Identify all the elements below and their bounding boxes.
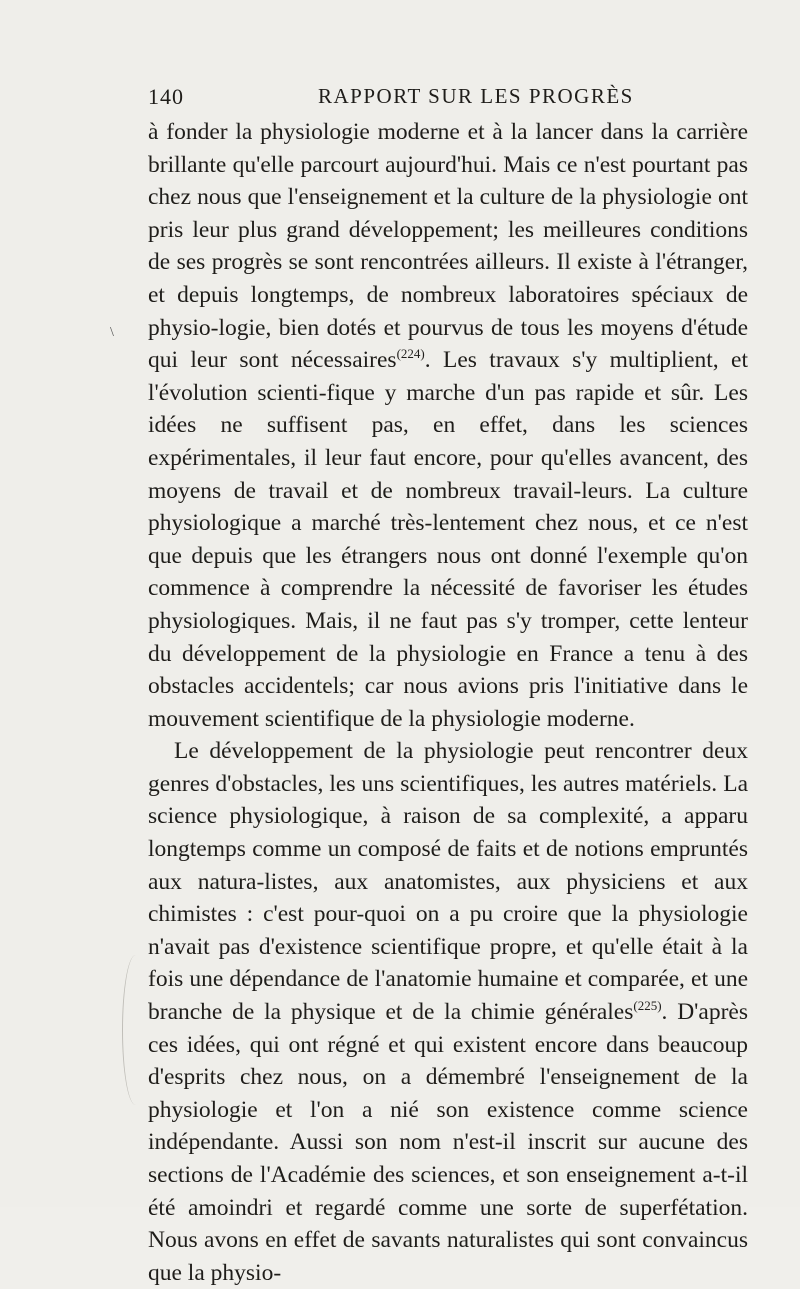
margin-mark: \ [110, 325, 114, 340]
footnote-reference: (224) [396, 346, 425, 362]
paragraph-1 [148, 116, 748, 735]
text-run: . D'après ces idées, qui ont régné et qui existent encore dans beaucoup d'esprits chez nous, on a démembré l'enseignement de la physiologie et l'on a nié son existence comme science indépendante. Aussi son nom n'est-il inscrit sur aucune des sections de l'Académie des sciences, et son enseignement a-t-il été amoindri et regardé comme une sorte de superfétation. Nous avons en effet de savants naturalistes qui sont convaincus que la physio- [148, 999, 748, 1286]
body-text [148, 116, 748, 1289]
page-number: 140 [148, 84, 184, 109]
running-head: RAPPORT SUR LES PROGRÈS [318, 84, 634, 108]
footnote-reference: (225) [633, 998, 662, 1014]
pencil-bracket-mark [122, 955, 149, 1105]
paragraph-2 [148, 735, 748, 1289]
page-header [148, 80, 748, 112]
text-run: . Les travaux s'y multiplient, et l'évolution scienti-fique y marche d'un pas rapide et sûr. Les idées ne suffisent pas, en effet, dans les sciences expérimentales, il leur faut encore, pour qu'elles avancent, des moyens de travail et de nombreux travail-leurs. La culture physiologique a marché très-lentement chez nous, et ce n'est que depuis que les étrangers nous ont donné l'exemple qu'on commence à comprendre la nécessité de favoriser les études physiologiques. Mais, il ne faut pas s'y tromper, cette lenteur du développement de la physiologie en France a tenu à des obstacles accidentels; car nous avions pris l'initiative dans le mouvement scientifique de la physiologie moderne. [148, 347, 748, 732]
text-run: Le développement de la physiologie peut rencontrer deux genres d'obstacles, les uns scientifiques, les autres matériels. La science physiologique, à raison de sa complexité, a apparu longtemps comme un composé de faits et de notions empruntés aux natura-listes, aux anatomistes, aux physiciens et aux chimistes : c'est pour-quoi on a pu croire que la physiologie n'avait pas d'existence scientifique propre, et qu'elle était à la fois une dépendance de l'anatomie humaine et comparée, et une branche de la physique et de la chimie générales [148, 738, 748, 1026]
text-run: à fonder la physiologie moderne et à la lancer dans la carrière brillante qu'elle parcourt aujourd'hui. Mais ce n'est pourtant pas chez nous que l'enseignement et la culture de la physiologie ont pris leur plus grand développement; les meilleures conditions de ses progrès se sont rencontrées ailleurs. Il existe à l'étranger, et depuis longtemps, de nombreux laboratoires spéciaux de physio-logie, bien dotés et pourvus de tous les moyens d'étude qui leur sont nécessaires [148, 119, 748, 374]
